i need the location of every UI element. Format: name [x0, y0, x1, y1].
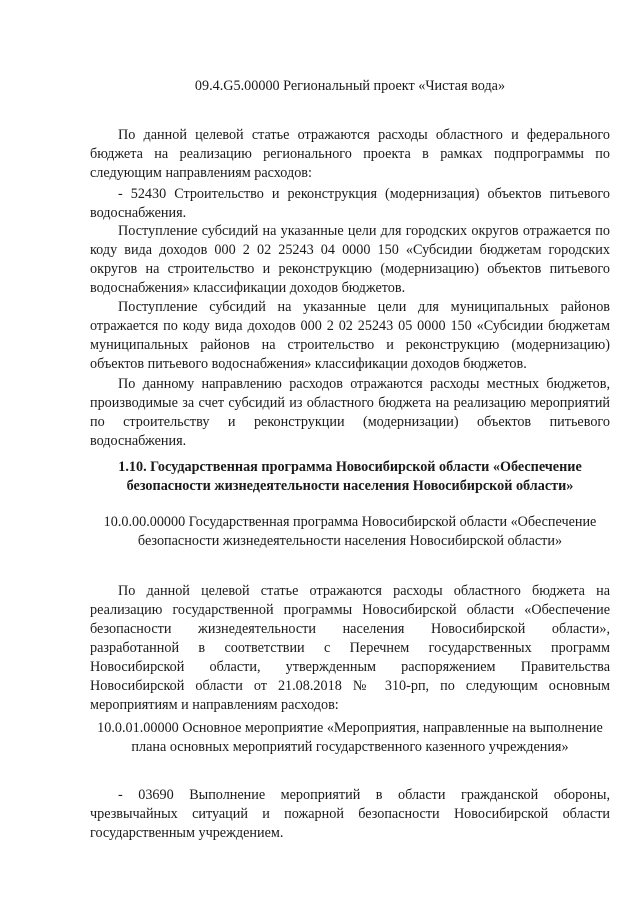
paragraph-4: Поступление субсидий на указанные цели для муниципальных районов отражается по коду вида доходов 000 2 02 25243 05 0000 150 «Субсидии бюджетам муниципальных районов на строительство и реконструкцию (модернизацию) объектов питьевого водоснабжения» классификации доходов бюджетов.	[90, 299, 610, 372]
paragraph-3: Поступление субсидий на указанные цели для городских округов отражается по коду вида доходов 000 2 02 25243 04 0000 150 «Субсидии бюджетам городских округов на строительство и реконструкцию (модернизацию) объектов питьевого водоснабжения» классификации доходов бюджетов.	[90, 223, 610, 296]
paragraph-5: По данному направлению расходов отражаются расходы местных бюджетов, производимые за счет субсидий из областного бюджета на реализацию мероприятий по строительству и реконструкции (модернизации) объектов питьевого водоснабжения.	[90, 376, 610, 449]
paragraph-7: - 03690 Выполнение мероприятий в области гражданской обороны, чрезвычайных ситуаций и пожарной безопасности Новосибирской области государственным учреждением.	[90, 787, 610, 841]
paragraph-6: По данной целевой статье отражаются расходы областного бюджета на реализацию государственной программы Новосибирской области «Обеспечение безопасности жизнедеятельности населения Новосибирской области», разработанной в соответствии с Перечнем государственных программ Новосибирской области, утвержденным распоряжением Правительства Новосибирской области от 21.08.2018 № 310-рп, по следующим основным мероприятиям и направлениям расходов:	[90, 583, 610, 713]
program-heading: 10.0.00.00000 Государственная программа Новосибирской области «Обеспечение безопасности жизнедеятельности населения Новосибирской области»	[103, 514, 597, 549]
section-heading-1-10: 1.10. Государственная программа Новосибирской области «Обеспечение безопасности жизнедеятельности населения Новосибирской области»	[118, 459, 582, 494]
paragraph-1: По данной целевой статье отражаются расходы областного и федерального бюджета на реализацию регионального проекта в рамках подпрограммы по следующим направлениям расходов:	[90, 127, 610, 181]
paragraph-2: - 52430 Строительство и реконструкция (модернизация) объектов питьевого водоснабжения.	[90, 186, 610, 221]
measure-heading: 10.0.01.00000 Основное мероприятие «Мероприятия, направленные на выполнение плана основных мероприятий государственного казенного учреждения»	[97, 720, 603, 755]
section-heading-clean-water: 09.4.G5.00000 Региональный проект «Чистая вода»	[194, 78, 506, 94]
